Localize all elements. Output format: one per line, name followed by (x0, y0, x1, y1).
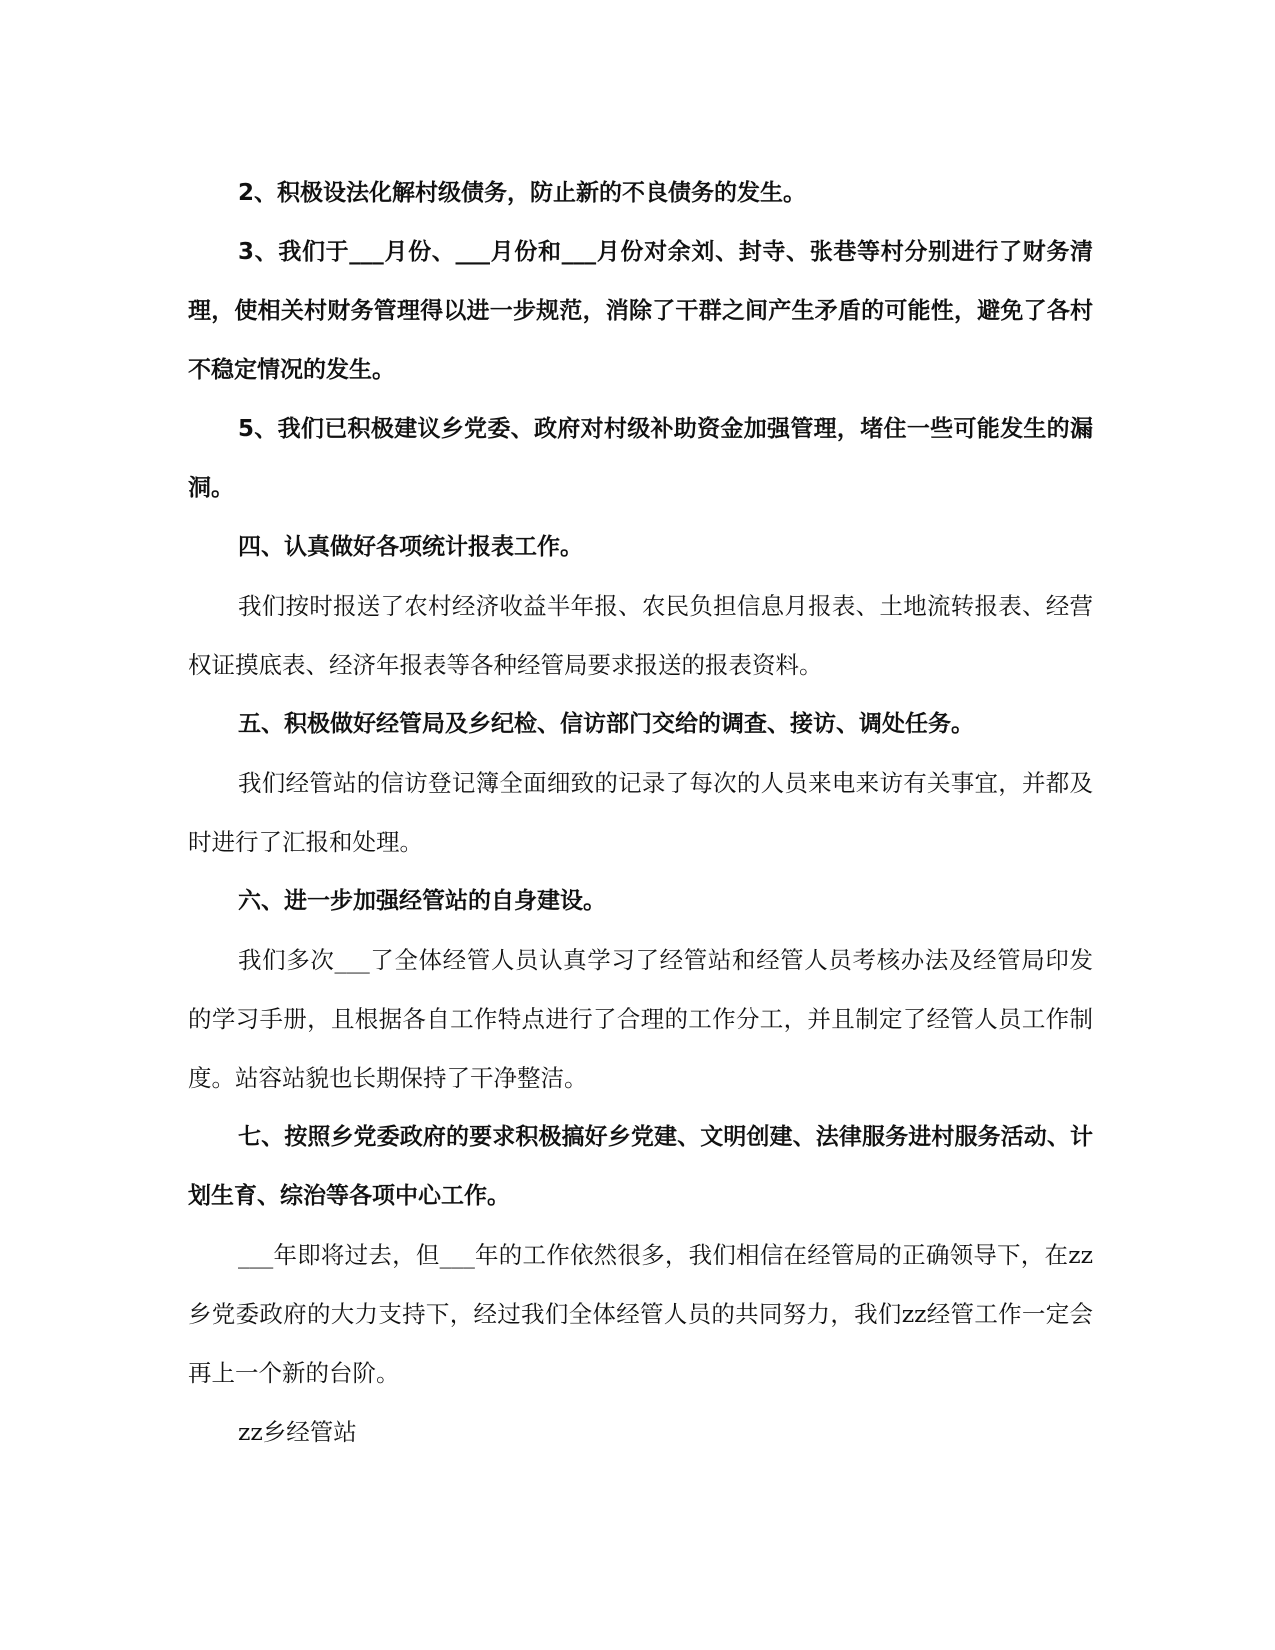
paragraph-staff-study: 我们多次___了全体经管人员认真学习了经管站和经管人员考核办法及经管局印发的学习手册，且根据各自工作特点进行了合理的工作分工，并且制定了经管人员工作制度。站容站貌也长期保持了干净整洁。 (188, 946, 1093, 1092)
section-heading-central-work: 七、按照乡党委政府的要求积极搞好乡党建、文明创建、法律服务进村服务活动、计划生育、综治等各项中心工作。 (188, 1124, 1093, 1209)
paragraph-subsidy-management: 5、我们已积极建议乡党委、政府对村级补助资金加强管理，堵住一些可能发生的漏洞。 (188, 416, 1093, 501)
section-heading-petitions: 五、积极做好经管局及乡纪检、信访部门交给的调查、接访、调处任务。 (238, 711, 974, 737)
section-heading-self-building: 六、进一步加强经管站的自身建设。 (238, 888, 606, 914)
paragraph-conclusion: ___年即将过去，但___年的工作依然很多，我们相信在经管局的正确领导下，在zz乡党委政府的大力支持下，经过我们全体经管人员的共同努力，我们zz经管工作一定会再上一个新的台阶。 (188, 1241, 1093, 1387)
signature-station-name: zz乡经管站 (238, 1418, 357, 1446)
paragraph-petition-records: 我们经管站的信访登记簿全面细致的记录了每次的人员来电来访有关事宜，并都及时进行了汇报和处理。 (188, 769, 1093, 856)
paragraph-statistics-reports: 我们按时报送了农村经济收益半年报、农民负担信息月报表、土地流转报表、经营权证摸底表、经济年报表等各种经管局要求报送的报表资料。 (188, 592, 1093, 679)
paragraph-financial-cleanup: 3、我们于___月份、___月份和___月份对余刘、封寺、张巷等村分别进行了财务清理，使相关村财务管理得以进一步规范，消除了干群之间产生矛盾的可能性，避免了各村不稳定情况的发生。 (188, 239, 1093, 383)
section-heading-statistics: 四、认真做好各项统计报表工作。 (238, 534, 583, 560)
document-body (188, 164, 1093, 1462)
paragraph-debt-resolution: 2、积极设法化解村级债务，防止新的不良债务的发生。 (238, 180, 807, 206)
